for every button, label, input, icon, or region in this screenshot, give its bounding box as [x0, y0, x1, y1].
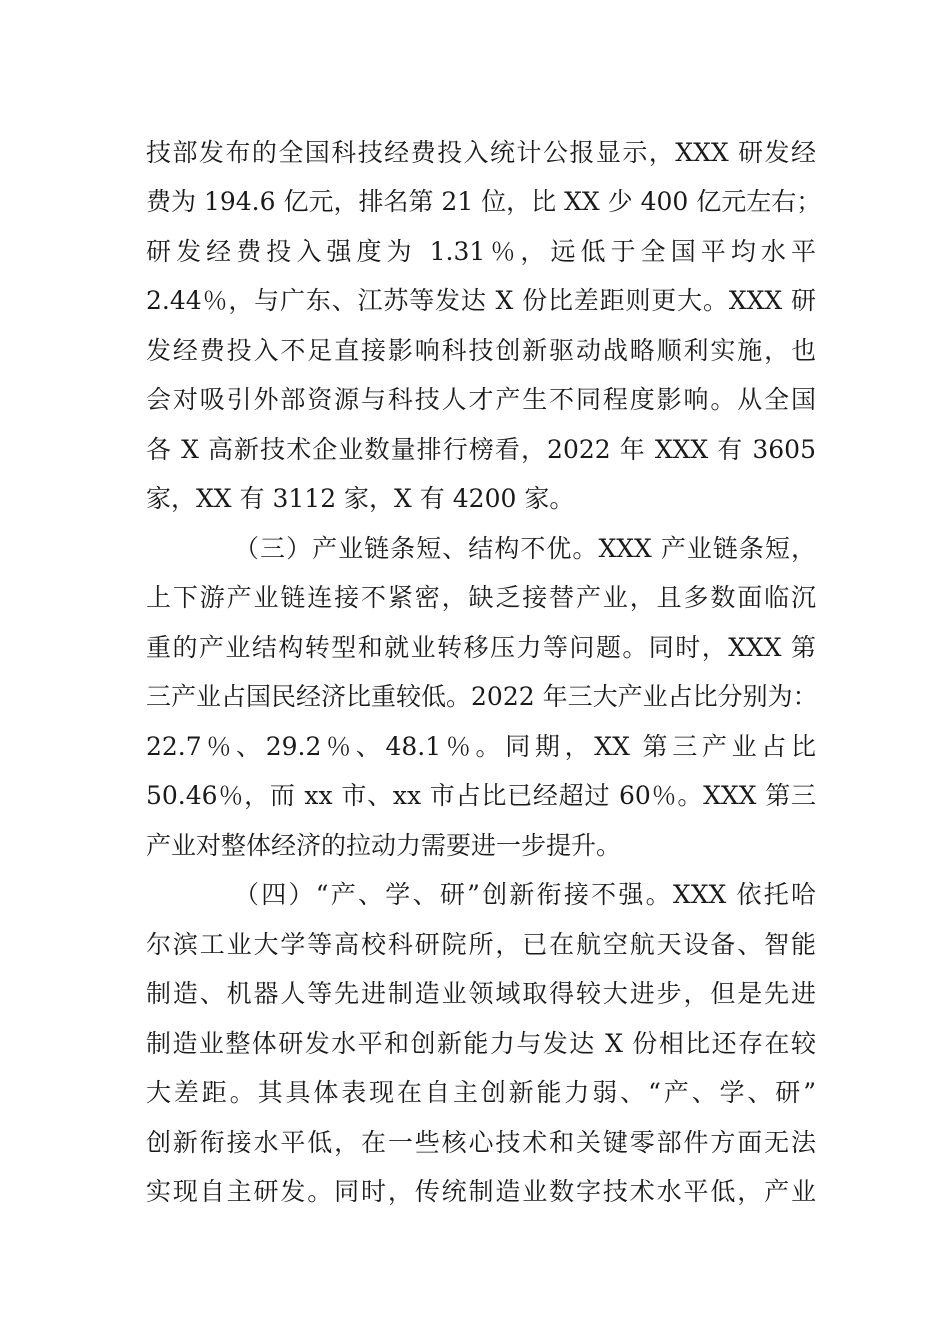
text-line: 22.7％、29.2％、48.1％。同期，XX 第三产业占比: [146, 732, 816, 761]
text-line: 制造业整体研发水平和创新能力与发达 X 份相比还存在较: [146, 1029, 816, 1058]
text-line: 制造、机器人等先进制造业领域取得较大进步，但是先进: [146, 979, 816, 1008]
text-line: 重的产业结构转型和就业转移压力等问题。同时，XXX 第: [146, 633, 816, 662]
text-line: 家，XX 有 3112 家，X 有 4200 家。: [146, 484, 575, 513]
text-line: 会对吸引外部资源与科技人才产生不同程度影响。从全国: [146, 385, 816, 414]
text-line: 各 X 高新技术企业数量排行榜看，2022 年 XXX 有 3605: [146, 435, 816, 464]
text-line: 技部发布的全国科技经费投入统计公报显示，XXX 研发经: [146, 138, 816, 167]
text-line: 2.44％，与广东、江苏等发达 X 份比差距则更大。XXX 研: [146, 286, 816, 315]
text-line: 50.46％，而 xx 市、xx 市占比已经超过 60％。XXX 第三: [146, 781, 816, 810]
text-line: 费为 194.6 亿元，排名第 21 位，比 XX 少 400 亿元左右；: [146, 187, 822, 216]
text-line: 研发经费投入强度为 1.31％，远低于全国平均水平: [146, 237, 816, 266]
text-line: 尔滨工业大学等高校科研院所，已在航空航天设备、智能: [146, 930, 816, 959]
text-line: 上下游产业链连接不紧密，缺乏接替产业，且多数面临沉: [146, 583, 816, 612]
text-line: 产业对整体经济的拉动力需要进一步提升。: [146, 831, 622, 860]
section-heading-line: （三）产业链条短、结构不优。XXX 产业链条短，: [234, 534, 816, 563]
text-line: 三产业占国民经济比重较低。2022 年三大产业占比分别为：: [146, 682, 818, 711]
text-line: 大差距。其具体表现在自主创新能力弱、“产、学、研”: [146, 1078, 816, 1107]
section-heading-line: （四）“产、学、研”创新衔接不强。XXX 依托哈: [234, 880, 816, 909]
text-line: 创新衔接水平低，在一些核心技术和关键零部件方面无法: [146, 1128, 816, 1157]
text-line: 发经费投入不足直接影响科技创新驱动战略顺利实施，也: [146, 336, 816, 365]
text-line: 实现自主研发。同时，传统制造业数字技术水平低，产业: [146, 1177, 816, 1206]
